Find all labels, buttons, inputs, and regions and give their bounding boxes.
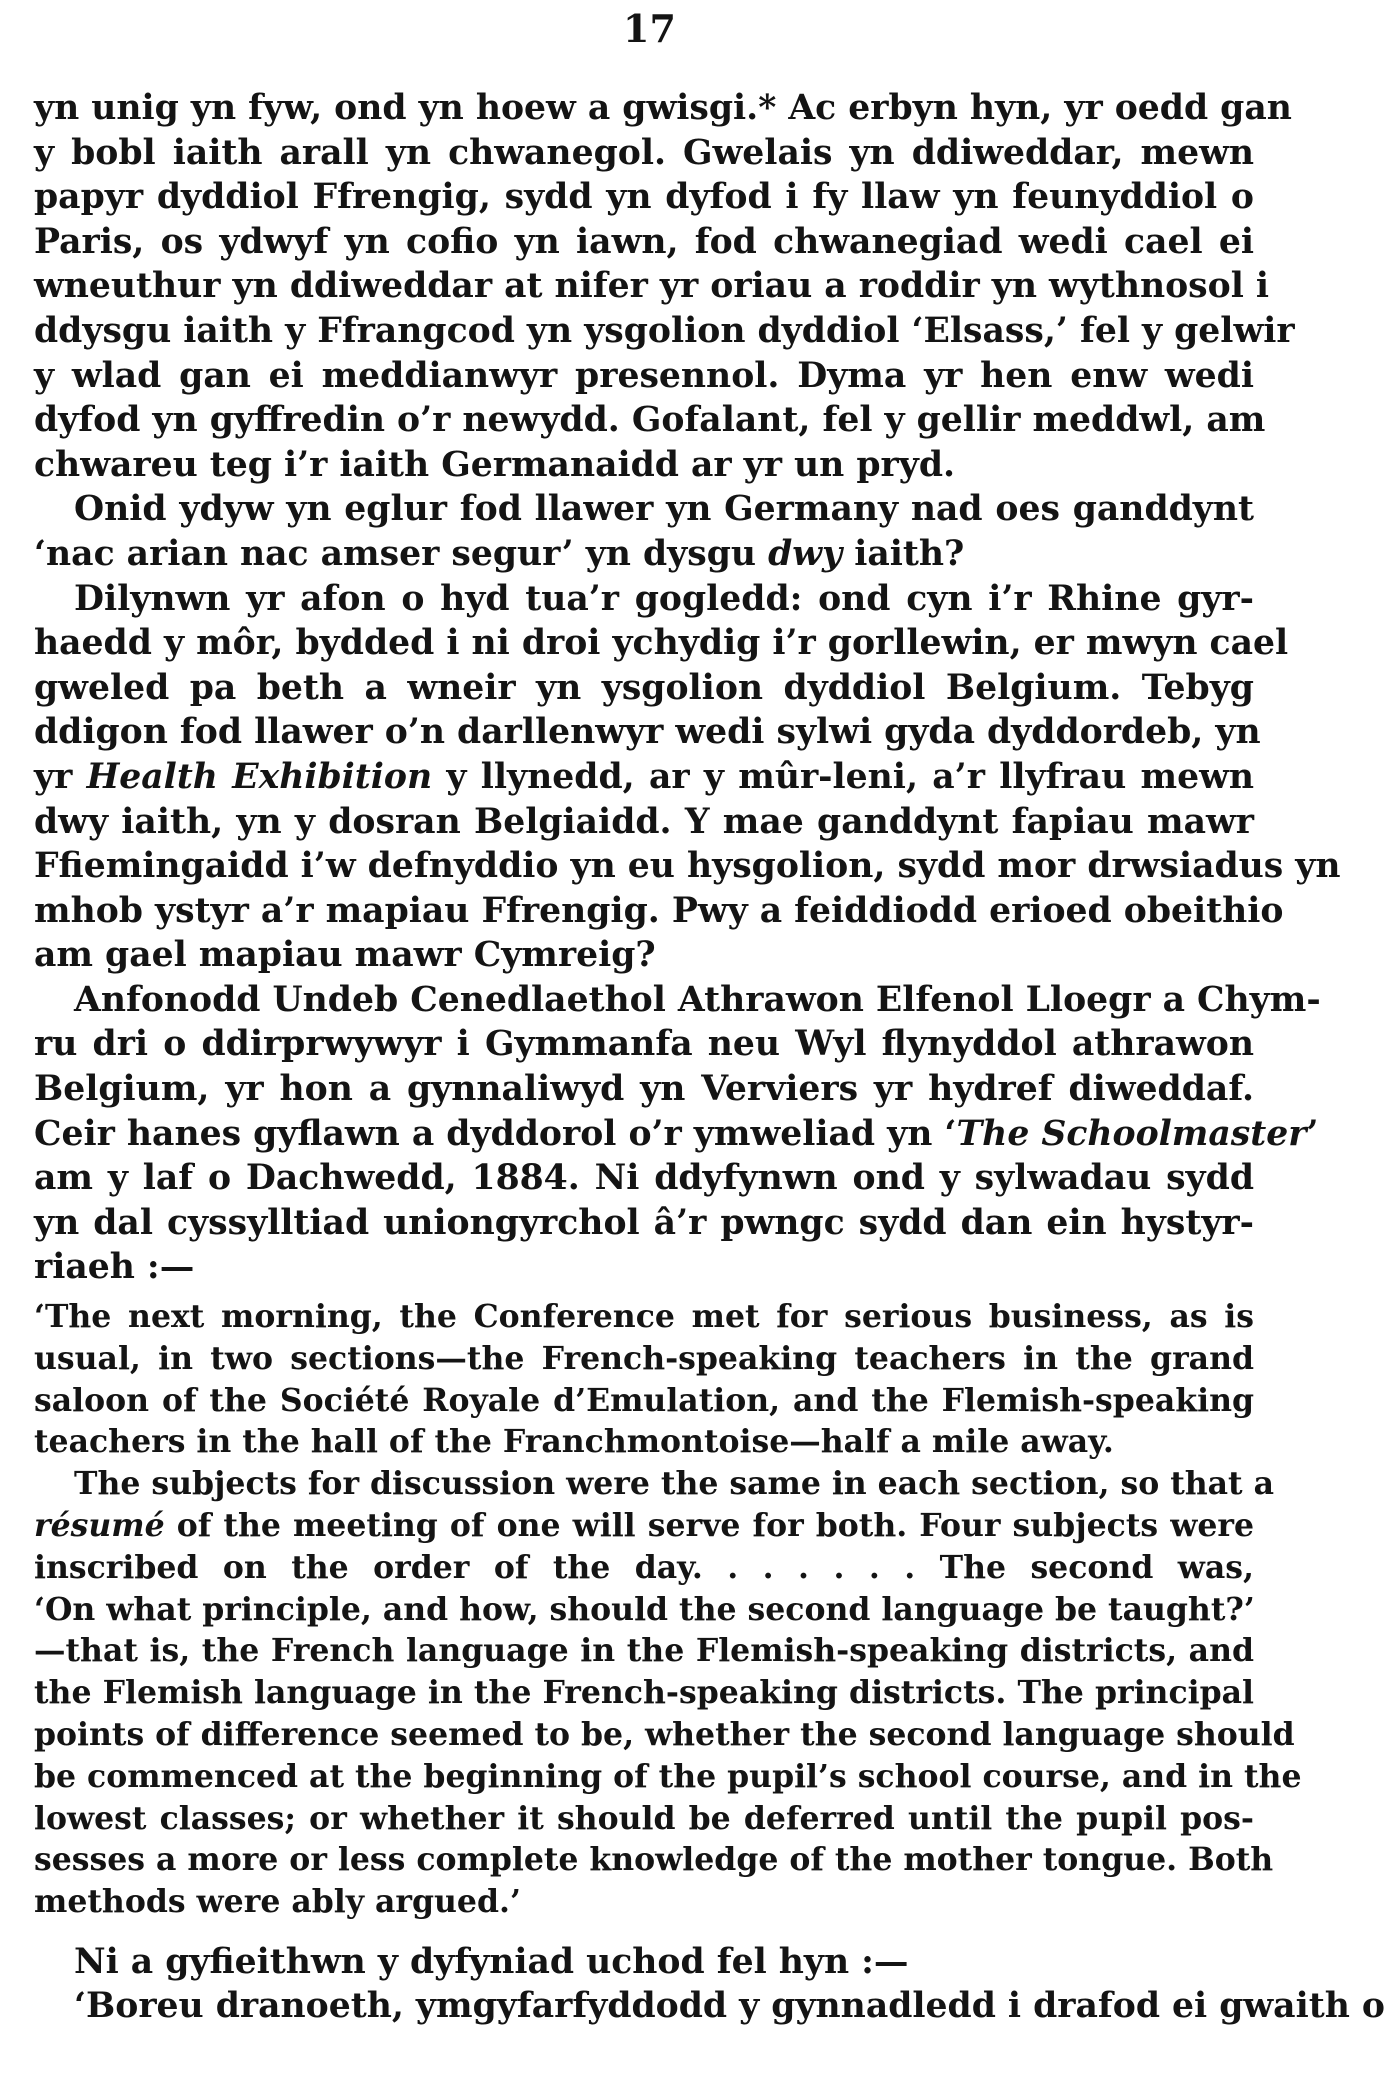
text-line: dyfod yn gyffredin o’r newydd. Gofalant, fel y gellir meddwl, am (34, 400, 1266, 441)
italic-word: dwy (768, 533, 843, 574)
text-line: yn unig yn fyw, ond yn hoew a gwisgi.* Ac erbyn hyn, yr oedd gan (34, 88, 1292, 128)
text-fragment: ’ (1306, 1113, 1319, 1154)
quote-line: saloon of the Société Royale d’Emulation, and the Flemish-speaking (34, 1381, 1254, 1419)
italic-title: The Schoolmaster (956, 1113, 1307, 1154)
quote-line: teachers in the hall of the Franchmontoise—half a mile away. (34, 1423, 1114, 1461)
text-line: ru dri o ddirprwywyr i Gymmanfa neu Wyl flynyddol athrawon (34, 1024, 1254, 1065)
quote-line: methods were ably argued.’ (34, 1883, 521, 1921)
text-line (34, 755, 1254, 800)
text-line: Onid ydyw yn eglur fod llawer yn Germany nad oes ganddynt (74, 489, 1254, 530)
text-line: Belgium, yr hon a gynnaliwyd yn Verviers yr hydref diweddaf. (34, 1069, 1254, 1110)
welsh-body-text (34, 86, 1341, 1290)
text-line: haedd y môr, bydded i ni droi ychydig i’r gorllewin, er mwyn cael (34, 623, 1289, 664)
italic-title: Health Exhibition (86, 756, 433, 797)
text-line: chwareu teg i’r iaith Germanaidd ar yr un pryd. (34, 444, 956, 485)
text-fragment: y llynedd, ar y mûr-leni, a’r llyfrau mewn (446, 756, 1254, 797)
text-fragment: ‘nac arian nac amser segur’ yn dysgu (34, 533, 757, 574)
text-line: am gael mapiau mawr Cymreig? (34, 935, 656, 976)
quote-line: lowest classes; or whether it should be deferred until the pupil pos- (34, 1799, 1254, 1837)
text-fragment: iaith? (854, 533, 965, 574)
text-line: dwy iaith, yn y dosran Belgiaidd. Y mae ganddynt fapiau mawr (34, 801, 1254, 842)
text-line: mhob ystyr a’r mapiau Ffrengig. Pwy a feiddiodd erioed obeithio (34, 890, 1284, 931)
text-fragment: Ceir hanes gyflawn a dyddorol o’r ymweliad yn ‘ (34, 1113, 957, 1154)
text-fragment: yr (34, 756, 73, 797)
quote-line (34, 1505, 1254, 1547)
text-line (34, 532, 1254, 577)
italic-word: résumé (34, 1506, 165, 1544)
quote-line: be commenced at the beginning of the pupil’s school course, and in the (34, 1757, 1302, 1795)
quote-line: —that is, the French language in the Flemish-speaking districts, and (34, 1632, 1254, 1670)
text-line: yn dal cyssylltiad uniongyrchol â’r pwngc sydd dan ein hystyr- (34, 1202, 1254, 1243)
quote-line: inscribed on the order of the day. . . . . . . The second was, (34, 1548, 1254, 1586)
quote-line: The subjects for discussion were the same in each section, so that a (74, 1465, 1274, 1503)
text-line: riaeh :— (34, 1247, 195, 1288)
text-line: papyr dyddiol Ffrengig, sydd yn dyfod i fy llaw yn feunyddiol o (34, 177, 1254, 218)
quote-line: ‘The next morning, the Conference met for serious business, as is (34, 1298, 1254, 1335)
text-line: Paris, os ydwyf yn cofio yn iawn, fod chwanegiad wedi cael ei (34, 221, 1254, 262)
page-number: 17 (623, 6, 676, 51)
text-line: Anfonodd Undeb Cenedlaethol Athrawon Elfenol Lloegr a Chym- (74, 979, 1321, 1020)
quote-line: usual, in two sections—the French-speaking teachers in the grand (34, 1339, 1254, 1377)
text-line: gweled pa beth a wneir yn ysgolion dyddiol Belgium. Tebyg (34, 667, 1254, 708)
quote-line: ‘On what principle, and how, should the second language be taught?’ (34, 1590, 1255, 1628)
text-line: ddysgu iaith y Ffrangcod yn ysgolion dyddiol ‘Elsass,’ fel y gelwir (34, 310, 1295, 351)
text-line (34, 1112, 1319, 1157)
text-line: wneuthur yn ddiweddar at nifer yr oriau a roddir yn wythnosol i (34, 266, 1270, 307)
english-quotation (34, 1296, 1302, 1923)
quote-line: sesses a more or less complete knowledge of the mother tongue. Both (34, 1841, 1274, 1879)
text-fragment: of the meeting of one will serve for both. Four subjects were (176, 1506, 1254, 1544)
quote-line: points of difference seemed to be, whether the second language should (34, 1715, 1295, 1753)
quote-line: the Flemish language in the French-speaking districts. The principal (34, 1674, 1254, 1712)
text-line: Ffiemingaidd i’w defnyddio yn eu hysgolion, sydd mor drwsiadus yn (34, 846, 1341, 887)
text-line: Ni a gyfieithwn y dyfyniad uchod fel hyn :— (74, 1942, 909, 1982)
text-line: am y laf o Dachwedd, 1884. Ni ddyfynwn ond y sylwadau sydd (34, 1158, 1254, 1199)
text-line: y bobl iaith arall yn chwanegol. Gwelais yn ddiweddar, mewn (34, 132, 1254, 173)
text-line: ‘Boreu dranoeth, ymgyfarfyddodd y gynnadledd i drafod ei gwaith o (74, 1986, 1385, 2026)
text-line: Dilynwn yr afon o hyd tua’r gogledd: ond cyn i’r Rhine gyr- (74, 578, 1254, 619)
text-line: y wlad gan ei meddianwyr presennol. Dyma yr hen enw wedi (34, 355, 1254, 396)
text-line: ddigon fod llawer o’n darllenwyr wedi sylwi gyda dyddordeb, yn (34, 712, 1261, 753)
welsh-continuation (34, 1940, 1385, 2028)
